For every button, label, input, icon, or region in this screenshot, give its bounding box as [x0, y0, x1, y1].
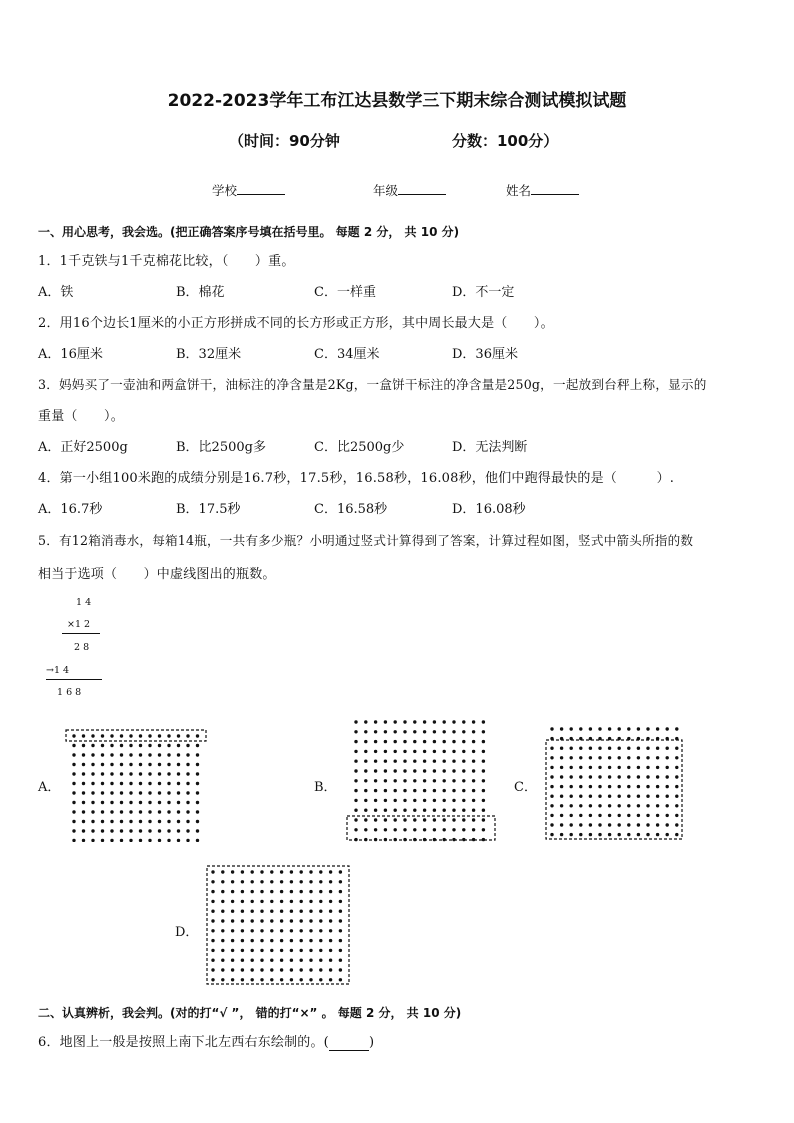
- calc-line-1: [62, 633, 100, 634]
- q2-option-c[interactable]: C．34厘米: [314, 347, 380, 362]
- calc-row-3: 2 8: [74, 642, 90, 653]
- q3-option-a[interactable]: A．正好2500g: [38, 440, 128, 455]
- q4-option-b[interactable]: B．17.5秒: [176, 502, 241, 517]
- exam-time: （时间：90分钟: [229, 132, 340, 150]
- dot-figure-c: [543, 722, 685, 842]
- q1-option-d[interactable]: D．不一定: [452, 285, 515, 300]
- q4-option-a[interactable]: A．16.7秒: [38, 502, 103, 517]
- question-6: [38, 1031, 374, 1051]
- q3-option-c[interactable]: C．比2500g少: [314, 440, 405, 455]
- calc-row-1: 1 4: [76, 597, 92, 608]
- dot-figure-d: [204, 864, 352, 988]
- question-6-stem: 6．地图上一般是按照上南下北左西右东绘制的。(: [38, 1035, 329, 1050]
- name-label: 姓名: [506, 183, 532, 198]
- calc-row-2: ×1 2: [67, 619, 91, 630]
- question-5-stem-line1: 5．有12箱消毒水，每箱14瓶，一共有多少瓶？小明通过竖式计算得到了答案，计算过程如图，竖式中箭头所指的数: [38, 533, 694, 548]
- calc-row-4: →1 4: [46, 665, 70, 676]
- q2-option-b[interactable]: B．32厘米: [176, 347, 242, 362]
- calc-row-5: 1 6 8: [57, 687, 82, 698]
- page-title: 2022-2023学年工布江达县数学三下期末综合测试模拟试题: [167, 91, 627, 111]
- q3-option-b[interactable]: B．比2500g多: [176, 440, 266, 455]
- question-2-stem: 2．用16个边长1厘米的小正方形拼成不同的长方形或正方形，其中周长最大是（ ）。: [38, 316, 554, 331]
- q4-option-c[interactable]: C．16.58秒: [314, 502, 388, 517]
- name-field[interactable]: [506, 181, 579, 199]
- q2-option-a[interactable]: A．16厘米: [38, 347, 103, 362]
- question-6-end: ): [368, 1035, 375, 1050]
- q4-option-d[interactable]: D．16.08秒: [452, 502, 526, 517]
- calc-line-2: [46, 679, 102, 680]
- name-blank[interactable]: [531, 182, 579, 195]
- question-4-stem: 4．第一小组100米跑的成绩分别是16.7秒，17.5秒，16.58秒，16.08秒，他们中跑得最快的是（ ）.: [38, 471, 675, 486]
- q2-option-d[interactable]: D．36厘米: [452, 347, 518, 362]
- q5-option-d[interactable]: D．: [175, 925, 199, 940]
- grade-field[interactable]: [373, 181, 446, 199]
- q5-option-a[interactable]: A．: [38, 780, 61, 795]
- dot-figure-b: [343, 716, 498, 844]
- school-blank[interactable]: [237, 182, 285, 195]
- q3-option-d[interactable]: D．无法判断: [452, 440, 528, 455]
- question-3-stem-line1: 3．妈妈买了一壶油和两盒饼干，油标注的净含量是2Kg，一盒饼干标注的净含量是250g，一起放到台秤上称，显示的: [38, 377, 707, 392]
- question-5-stem-line2: 相当于选项（ ）中虚线图出的瓶数。: [38, 567, 276, 582]
- section1-heading: 一、用心思考，我会选。(把正确答案序号填在括号里。 每题 2 分， 共 10 分): [38, 225, 460, 239]
- q5-option-b[interactable]: B．: [314, 780, 337, 795]
- question-6-blank[interactable]: [329, 1035, 369, 1051]
- school-label: 学校: [212, 183, 238, 198]
- grade-blank[interactable]: [398, 182, 446, 195]
- dot-figure-a: [60, 726, 212, 842]
- q1-option-a[interactable]: A．铁: [38, 285, 74, 300]
- section2-heading: 二、认真辨析，我会判。(对的打“√ ”， 错的打“×” 。 每题 2 分， 共 10 分): [38, 1006, 462, 1020]
- q1-option-c[interactable]: C．一样重: [314, 285, 376, 300]
- question-1-stem: 1．1千克铁与1千克棉花比较，（ ）重。: [38, 254, 295, 269]
- school-field[interactable]: [212, 181, 285, 199]
- q1-option-b[interactable]: B．棉花: [176, 285, 225, 300]
- q5-option-c[interactable]: C．: [514, 780, 537, 795]
- grade-label: 年级: [373, 183, 399, 198]
- exam-score: 分数：100分）: [452, 132, 559, 150]
- question-3-stem-line2: 重量（ ）。: [38, 409, 124, 424]
